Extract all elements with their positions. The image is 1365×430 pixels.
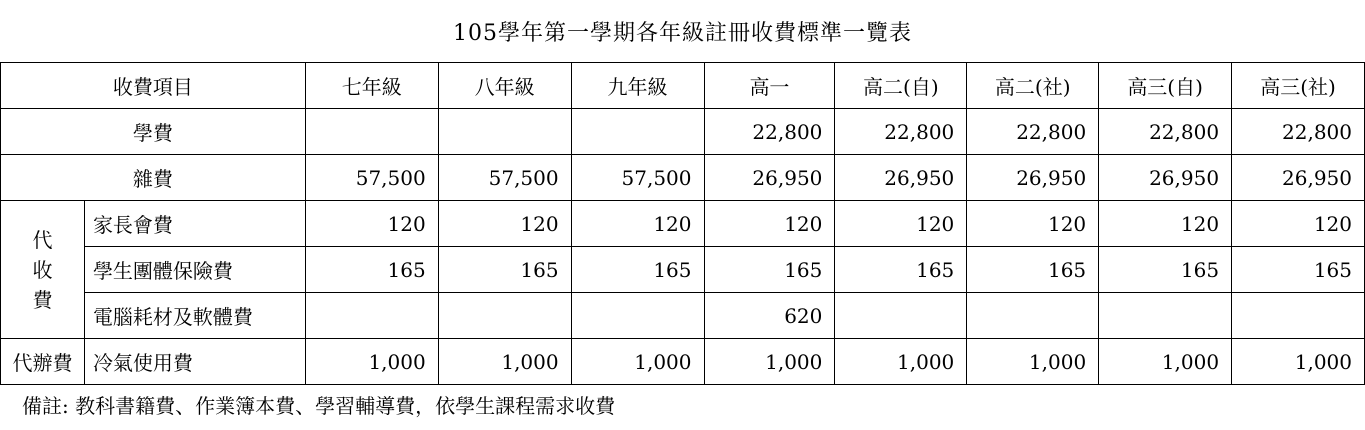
table-cell: 1,000: [1099, 339, 1232, 385]
header-grade: 七年級: [305, 63, 438, 109]
table-row: [1, 109, 1365, 155]
table-cell: 22,800: [967, 109, 1099, 155]
table-cell: 120: [835, 201, 967, 247]
group-label-agency-fees: [1, 201, 85, 339]
row-label-aircon: 冷氣使用費: [84, 339, 305, 385]
table-cell: 120: [1232, 201, 1365, 247]
table-cell: 1,000: [835, 339, 967, 385]
table-cell: 165: [835, 247, 967, 293]
table-cell: 165: [704, 247, 835, 293]
table-cell: 26,950: [1099, 155, 1232, 201]
table-cell: [1099, 293, 1232, 339]
table-cell: 165: [305, 247, 438, 293]
table-cell: [438, 293, 571, 339]
table-cell: 120: [704, 201, 835, 247]
header-item: 收費項目: [1, 63, 306, 109]
row-label-tuition: 學費: [1, 109, 306, 155]
table-cell: 57,500: [305, 155, 438, 201]
table-row: [1, 293, 1365, 339]
table-row: [1, 339, 1365, 385]
table-cell: 1,000: [571, 339, 704, 385]
table-cell: 57,500: [438, 155, 571, 201]
header-grade: 八年級: [438, 63, 571, 109]
table-cell: 620: [704, 293, 835, 339]
table-cell: [438, 109, 571, 155]
table-row: [1, 155, 1365, 201]
header-row: [1, 63, 1365, 109]
table-cell: 120: [571, 201, 704, 247]
table-cell: 1,000: [704, 339, 835, 385]
table-row: [1, 201, 1365, 247]
table-cell: 26,950: [967, 155, 1099, 201]
table-cell: 165: [967, 247, 1099, 293]
header-grade: 高三(自): [1099, 63, 1232, 109]
table-row: [1, 247, 1365, 293]
table-cell: [571, 109, 704, 155]
table-cell: 57,500: [571, 155, 704, 201]
table-cell: [305, 293, 438, 339]
fee-table: [0, 62, 1365, 385]
table-cell: 120: [438, 201, 571, 247]
header-grade: 高二(社): [967, 63, 1099, 109]
table-cell: 1,000: [305, 339, 438, 385]
table-cell: 26,950: [1232, 155, 1365, 201]
row-label-misc: 雜費: [1, 155, 306, 201]
table-cell: 22,800: [835, 109, 967, 155]
table-cell: [835, 293, 967, 339]
table-cell: [305, 109, 438, 155]
table-cell: 1,000: [1232, 339, 1365, 385]
table-cell: 26,950: [704, 155, 835, 201]
table-cell: [1232, 293, 1365, 339]
table-cell: 165: [571, 247, 704, 293]
table-cell: 1,000: [967, 339, 1099, 385]
row-label-parents: 家長會費: [84, 201, 305, 247]
table-cell: 22,800: [704, 109, 835, 155]
table-cell: 1,000: [438, 339, 571, 385]
footnote: 備註: 教科書籍費、作業簿本費、學習輔導費，依學生課程需求收費: [22, 393, 616, 418]
table-cell: [571, 293, 704, 339]
table-cell: 165: [438, 247, 571, 293]
table-title: 105學年第一學期各年級註冊收費標準一覽表: [453, 20, 912, 46]
table-cell: 165: [1232, 247, 1365, 293]
table-cell: 22,800: [1099, 109, 1232, 155]
header-grade: 高二(自): [835, 63, 967, 109]
group-label-char: 代: [32, 227, 53, 252]
header-grade: 九年級: [571, 63, 704, 109]
group-label-char: 收: [32, 257, 53, 282]
header-grade: 高一: [704, 63, 835, 109]
table-cell: 26,950: [835, 155, 967, 201]
table-cell: [967, 293, 1099, 339]
group-label-char: 費: [32, 287, 53, 312]
table-cell: 22,800: [1232, 109, 1365, 155]
row-label-insurance: 學生團體保險費: [84, 247, 305, 293]
table-cell: 120: [967, 201, 1099, 247]
row-label-computer: 電腦耗材及軟體費: [84, 293, 305, 339]
table-cell: 165: [1099, 247, 1232, 293]
table-cell: 120: [305, 201, 438, 247]
header-grade: 高三(社): [1232, 63, 1365, 109]
group-label-service-fees: 代辦費: [1, 339, 85, 385]
table-cell: 120: [1099, 201, 1232, 247]
